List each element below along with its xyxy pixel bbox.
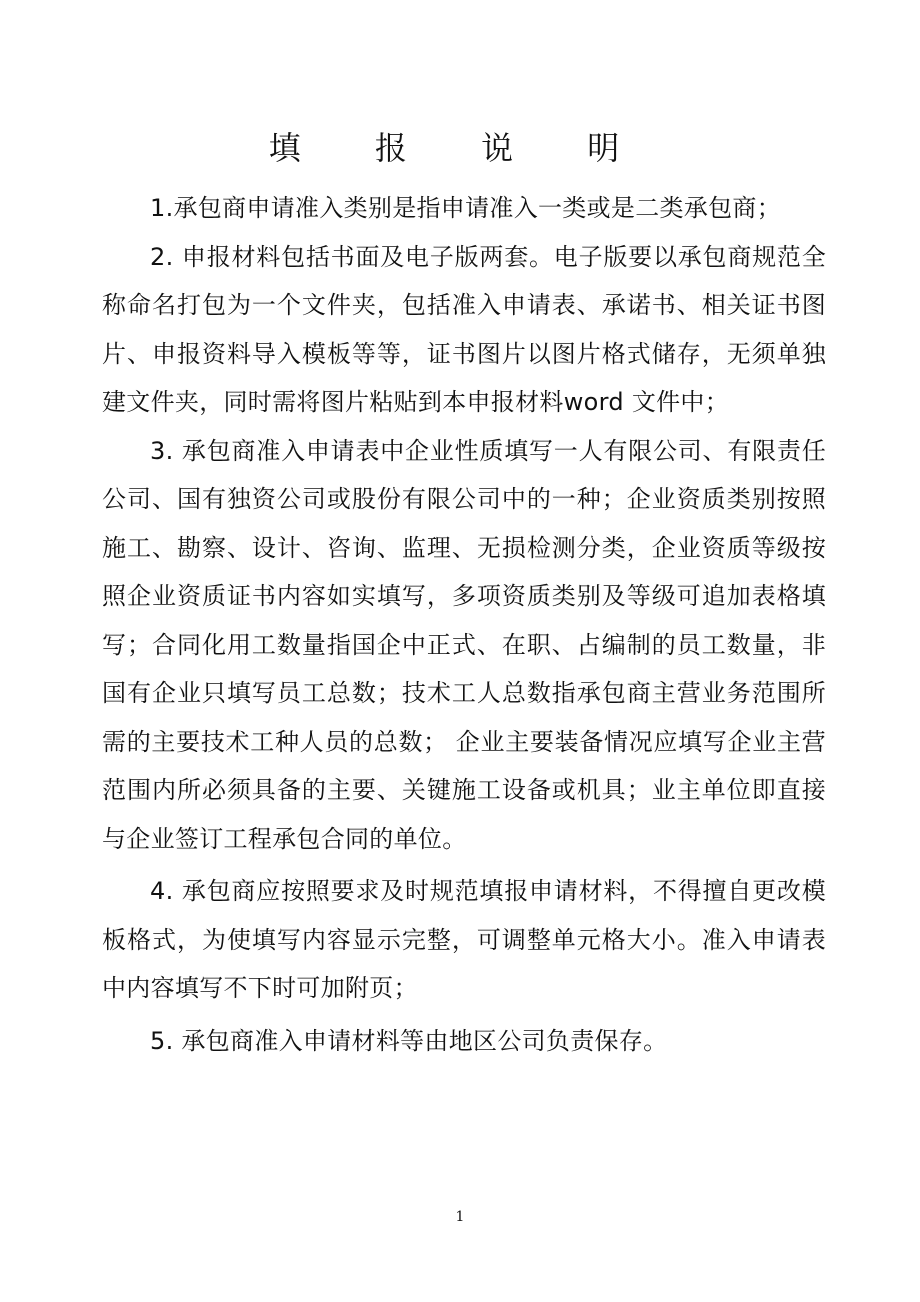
paragraph-1: 1.承包商申请准入类别是指申请准入一类或是二类承包商；	[150, 194, 781, 222]
paragraph-5: 5. 承包商准入申请材料等由地区公司负责保存。	[150, 1026, 668, 1055]
paragraph-3: 3. 承包商准入申请表中企业性质填写一人有限公司、有限责任公司、国有独资公司或股份有限公司中的一种；企业资质类别按照施工、勘察、设计、咨询、监理、无损检测分类，企业资质等级按照企业资质证书内容如实填写，多项资质类别及等级可追加表格填写；合同化用工数量指国企中正式、在职、占编制的员工数量，非国有企业只填写员工总数；技术工人总数指承包商主营业务范围所需的主要技术工种人员的总数； 企业主要装备情况应填写企业主营范围内所必须具备的主要、关键施工设备或机具；业主单位即直接与企业签订工程承包合同的单位。	[102, 436, 826, 853]
paragraph-4: 4. 承包商应按照要求及时规范填报申请材料，不得擅自更改模板格式，为使填写内容显示完整，可调整单元格大小。准入申请表中内容填写不下时可加附页；	[102, 877, 826, 1002]
paragraph-2: 2. 申报材料包括书面及电子版两套。电子版要以承包商规范全称命名打包为一个文件夹，包括准入申请表、承诺书、相关证书图片、申报资料导入模板等等，证书图片以图片格式储存，无须单独建文件夹，同时需将图片粘贴到本申报材料word 文件中；	[102, 242, 826, 416]
page-number: 1	[455, 1209, 465, 1225]
document-title: 填 报 说 明	[268, 129, 652, 167]
document-body	[102, 184, 826, 1065]
